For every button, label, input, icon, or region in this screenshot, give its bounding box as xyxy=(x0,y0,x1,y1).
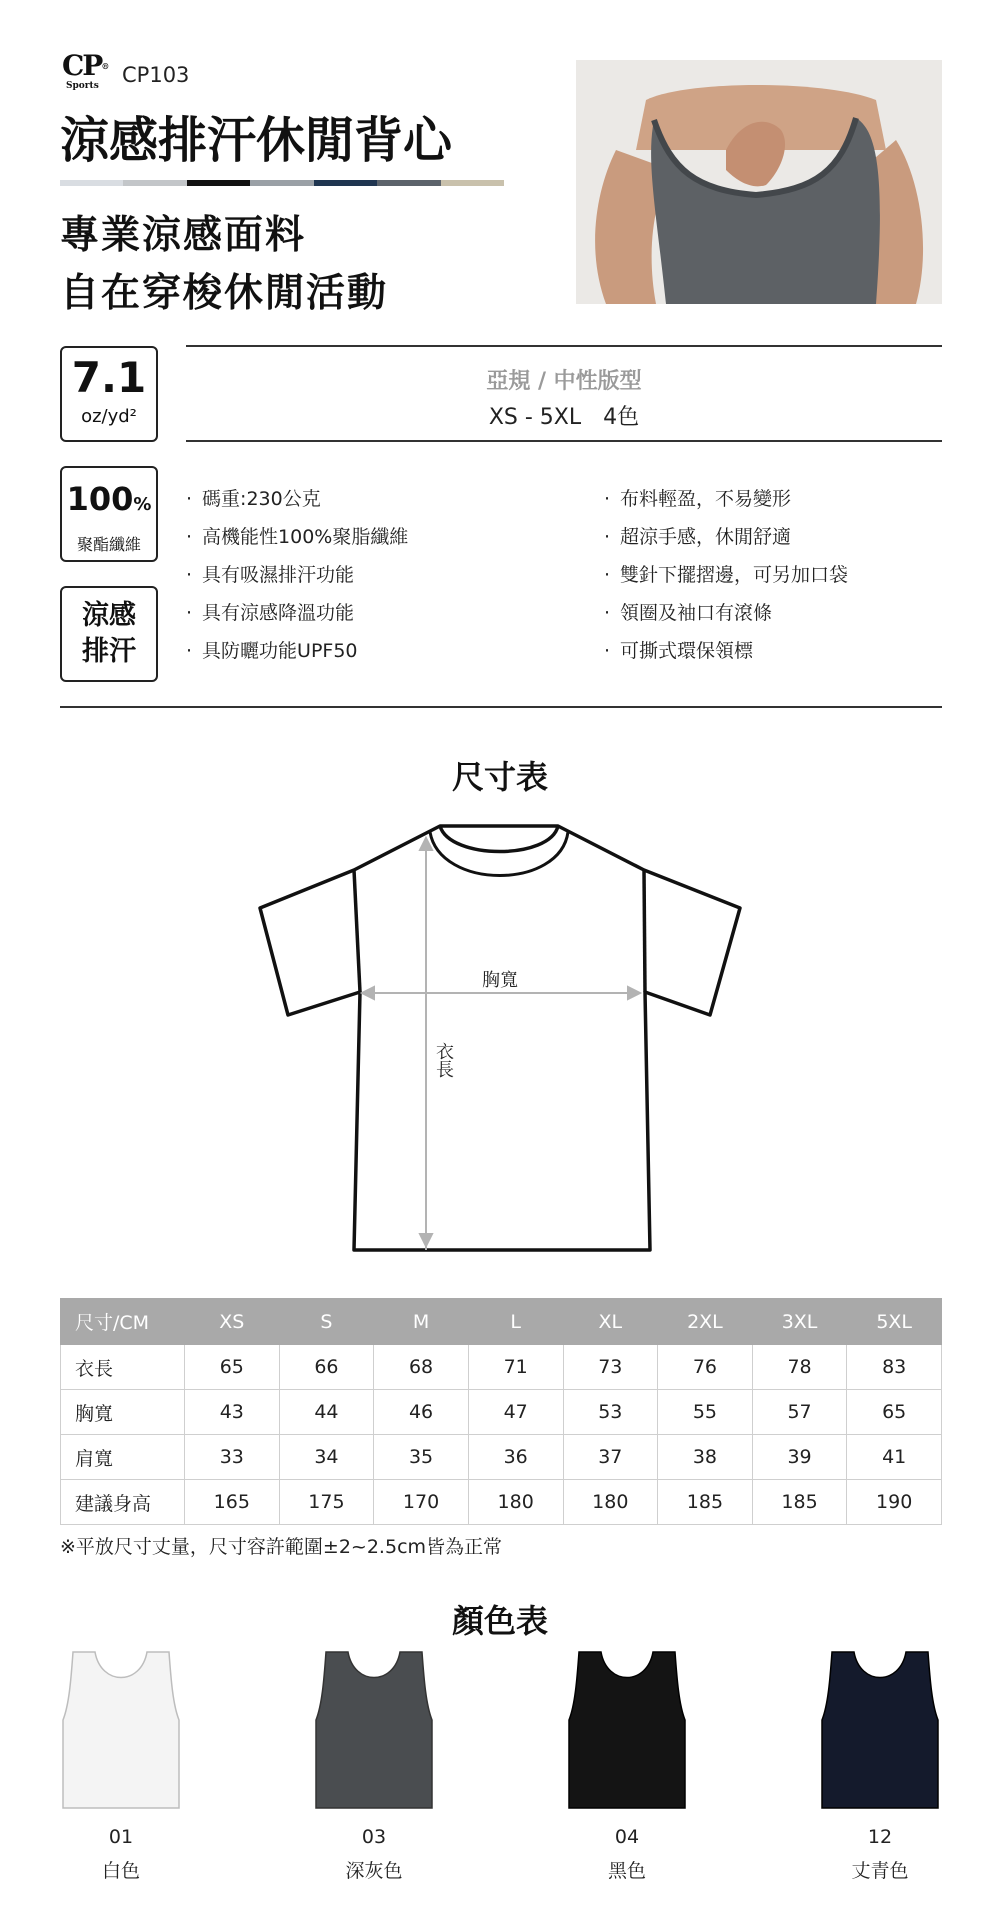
table-cell: 41 xyxy=(847,1435,942,1480)
swatch-segment xyxy=(377,180,440,186)
body-length-label: 衣長 xyxy=(433,1042,454,1078)
feature-item: · 碼重:230公克 xyxy=(186,484,321,511)
table-row xyxy=(61,1435,942,1480)
swatch-segment xyxy=(123,180,186,186)
table-cell: 55 xyxy=(658,1390,753,1435)
table-cell: 83 xyxy=(847,1345,942,1390)
table-cell: 73 xyxy=(563,1345,658,1390)
table-cell: 38 xyxy=(658,1435,753,1480)
table-cell: 34 xyxy=(279,1435,374,1480)
size-table-header-row xyxy=(61,1299,942,1345)
color-swatch-bar xyxy=(60,180,504,186)
feature-item: · 雙針下擺摺邊，可另加口袋 xyxy=(604,560,848,587)
fiber-badge xyxy=(60,466,158,562)
model-photo xyxy=(576,60,942,304)
fabric-weight-value: 7.1 xyxy=(71,353,147,402)
size-header: XS xyxy=(185,1299,280,1345)
table-cell: 37 xyxy=(563,1435,658,1480)
color-swatch-shirt xyxy=(314,1650,434,1810)
chest-width-label: 胸寬 xyxy=(482,970,518,991)
size-table xyxy=(60,1298,942,1525)
size-header: M xyxy=(374,1299,469,1345)
table-cell: 185 xyxy=(658,1480,753,1525)
table-cell: 57 xyxy=(752,1390,847,1435)
table-cell: 35 xyxy=(374,1435,469,1480)
table-cell: 180 xyxy=(563,1480,658,1525)
table-cell: 66 xyxy=(279,1345,374,1390)
size-header-unit: 尺寸/CM xyxy=(61,1299,185,1345)
fit-label: 亞規 / 中性版型 xyxy=(486,369,642,394)
table-cell: 36 xyxy=(468,1435,563,1480)
size-chart-title: 尺寸表 xyxy=(451,758,548,796)
product-title: 涼感排汗休閒背心 xyxy=(60,112,453,169)
fit-divider-top xyxy=(186,345,942,347)
table-cell: 175 xyxy=(279,1480,374,1525)
feature-item: · 布料輕盈，不易變形 xyxy=(604,484,791,511)
size-range: XS - 5XL 4色 xyxy=(488,405,640,430)
swatch-segment xyxy=(441,180,504,186)
size-header: 2XL xyxy=(658,1299,753,1345)
size-header: XL xyxy=(563,1299,658,1345)
size-header: L xyxy=(468,1299,563,1345)
brand-name: CP xyxy=(62,49,102,82)
color-name: 丈青色 xyxy=(851,1860,909,1882)
color-name: 黑色 xyxy=(607,1860,646,1882)
fiber-label: 聚酯纖維 xyxy=(76,535,141,554)
section-divider xyxy=(60,706,942,708)
fiber-percent-sign: % xyxy=(133,494,152,515)
table-cell: 47 xyxy=(468,1390,563,1435)
size-header: 5XL xyxy=(847,1299,942,1345)
table-cell: 33 xyxy=(185,1435,280,1480)
feature-item: · 具防曬功能UPF50 xyxy=(186,636,358,663)
color-swatch-shirt xyxy=(61,1650,181,1810)
table-cell: 44 xyxy=(279,1390,374,1435)
table-cell: 165 xyxy=(185,1480,280,1525)
color-code: 04 xyxy=(614,1826,640,1848)
table-cell: 39 xyxy=(752,1435,847,1480)
brand-logo: CP® Sports xyxy=(62,49,110,91)
fabric-weight-badge xyxy=(60,346,158,442)
table-cell: 170 xyxy=(374,1480,469,1525)
row-label: 衣長 xyxy=(61,1345,185,1390)
feature-item: · 領圈及袖口有滾條 xyxy=(604,598,772,625)
product-code: CP103 xyxy=(122,63,190,87)
color-code: 12 xyxy=(867,1826,893,1848)
table-cell: 190 xyxy=(847,1480,942,1525)
row-label: 胸寬 xyxy=(61,1390,185,1435)
swatch-segment xyxy=(187,180,250,186)
color-swatch-shirt xyxy=(820,1650,940,1810)
feature-item: · 超涼手感，休閒舒適 xyxy=(604,522,791,549)
table-row xyxy=(61,1480,942,1525)
table-cell: 65 xyxy=(185,1345,280,1390)
swatch-segment xyxy=(250,180,313,186)
table-cell: 68 xyxy=(374,1345,469,1390)
table-cell: 43 xyxy=(185,1390,280,1435)
color-code: 03 xyxy=(361,1826,387,1848)
size-header: S xyxy=(279,1299,374,1345)
table-cell: 65 xyxy=(847,1390,942,1435)
color-name: 深灰色 xyxy=(345,1860,403,1882)
table-cell: 180 xyxy=(468,1480,563,1525)
feature-item: · 具有涼感降溫功能 xyxy=(186,598,354,625)
feature-item: · 可撕式環保領標 xyxy=(604,636,753,663)
measurement-note: ※平放尺寸丈量，尺寸容許範圍±2~2.5cm皆為正常 xyxy=(60,1536,503,1558)
color-swatch-shirt xyxy=(567,1650,687,1810)
color-code: 01 xyxy=(108,1826,134,1848)
table-cell: 78 xyxy=(752,1345,847,1390)
cooling-badge xyxy=(60,586,158,682)
table-cell: 46 xyxy=(374,1390,469,1435)
table-cell: 53 xyxy=(563,1390,658,1435)
fabric-weight-unit: oz/yd² xyxy=(81,406,137,427)
cooling-badge-line-1: 涼感 xyxy=(82,600,136,631)
measurement-diagram xyxy=(250,820,750,1270)
feature-item: · 具有吸濕排汗功能 xyxy=(186,560,354,587)
row-label: 肩寬 xyxy=(61,1435,185,1480)
fiber-percent: 100 xyxy=(66,480,134,518)
brand-sub: Sports xyxy=(66,81,99,91)
subtitle-line-1: 專業涼感面料 xyxy=(60,213,307,258)
table-cell: 71 xyxy=(468,1345,563,1390)
cooling-badge-line-2: 排汗 xyxy=(82,636,136,667)
table-cell: 185 xyxy=(752,1480,847,1525)
fit-divider-bottom xyxy=(186,440,942,442)
subtitle-line-2: 自在穿梭休閒活動 xyxy=(60,271,389,316)
table-row xyxy=(61,1390,942,1435)
table-cell: 76 xyxy=(658,1345,753,1390)
feature-item: · 高機能性100%聚脂纖維 xyxy=(186,522,408,549)
swatch-segment xyxy=(60,180,123,186)
size-header: 3XL xyxy=(752,1299,847,1345)
swatch-segment xyxy=(314,180,377,186)
row-label: 建議身高 xyxy=(61,1480,185,1525)
color-chart-title: 顏色表 xyxy=(451,1602,548,1640)
table-row xyxy=(61,1345,942,1390)
color-name: 白色 xyxy=(101,1860,140,1882)
